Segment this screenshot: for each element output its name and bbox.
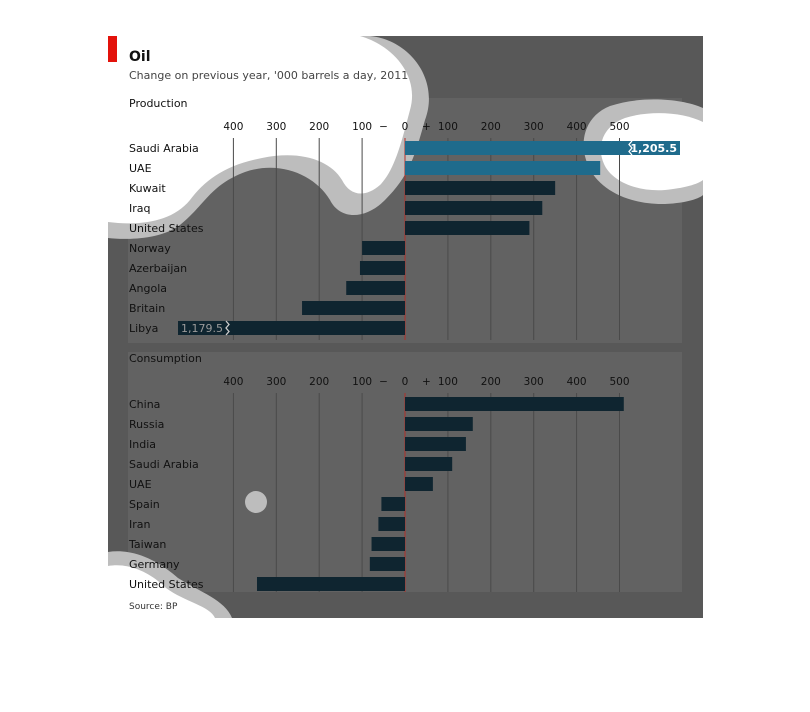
category-label: Kuwait [129, 182, 166, 195]
x-tick-label: 200 [480, 121, 501, 133]
x-tick-label: 0 [401, 376, 409, 388]
category-label: Iraq [129, 202, 151, 215]
x-tick-label: 300 [266, 121, 287, 133]
bar [405, 161, 600, 175]
category-label: United States [129, 578, 204, 591]
x-tick-label: 100 [437, 376, 458, 388]
bar [405, 397, 624, 411]
category-label: India [129, 438, 156, 451]
accent-bar [108, 36, 117, 62]
production-section-title: Production [129, 97, 188, 110]
bar [370, 557, 405, 571]
bar [405, 181, 555, 195]
bar [405, 221, 529, 235]
bar [346, 281, 405, 295]
source-note: Source: BP [129, 602, 178, 612]
category-label: Angola [129, 282, 168, 295]
x-tick-label: 300 [266, 376, 287, 388]
category-label: Azerbaijan [129, 262, 188, 275]
chart-title: Oil [129, 49, 151, 65]
x-tick-label: 400 [223, 121, 244, 133]
x-tick-label: 100 [352, 121, 373, 133]
x-tick-label: 200 [480, 376, 501, 388]
category-label: China [129, 398, 161, 411]
bar [360, 261, 405, 275]
consumption-section-title: Consumption [129, 352, 202, 365]
positive-sign-label: + [422, 121, 431, 133]
x-tick-label: 500 [609, 121, 630, 133]
x-tick-label: 0 [401, 121, 409, 133]
bar [381, 497, 405, 511]
category-label: Russia [129, 418, 165, 431]
bar [302, 301, 405, 315]
x-tick-label: 200 [309, 121, 330, 133]
positive-sign-label: + [422, 376, 431, 388]
x-tick-label: 100 [352, 376, 373, 388]
category-label: Spain [129, 498, 160, 511]
x-tick-label: 100 [437, 121, 458, 133]
category-label: Norway [129, 242, 171, 255]
bar [405, 477, 433, 491]
bar [362, 241, 405, 255]
bar [405, 437, 466, 451]
category-label: UAE [129, 162, 152, 175]
x-tick-label: 400 [566, 376, 587, 388]
data-label: 1,205.5 [630, 142, 677, 155]
bar [378, 517, 405, 531]
category-label: Saudi Arabia [129, 142, 199, 155]
decorative-dot [245, 491, 267, 513]
bar [257, 577, 405, 591]
bar [405, 457, 452, 471]
bar [405, 201, 542, 215]
category-label: Saudi Arabia [129, 458, 199, 471]
negative-sign-label: − [379, 376, 388, 388]
x-tick-label: 400 [566, 121, 587, 133]
x-tick-label: 300 [523, 376, 544, 388]
category-label: Germany [129, 558, 180, 571]
category-label: Iran [129, 518, 151, 531]
category-label: Britain [129, 302, 166, 315]
category-label: United States [129, 222, 204, 235]
category-label: UAE [129, 478, 152, 491]
category-label: Taiwan [129, 538, 167, 551]
negative-sign-label: − [379, 121, 388, 133]
data-label: 1,179.5 [181, 322, 223, 335]
x-tick-label: 500 [609, 376, 630, 388]
bar [372, 537, 405, 551]
chart-subtitle: Change on previous year, '000 barrels a day, 2011 [129, 69, 409, 82]
x-tick-label: 300 [523, 121, 544, 133]
category-label: Libya [129, 322, 159, 335]
x-tick-label: 400 [223, 376, 244, 388]
x-tick-label: 200 [309, 376, 330, 388]
bar [405, 417, 473, 431]
